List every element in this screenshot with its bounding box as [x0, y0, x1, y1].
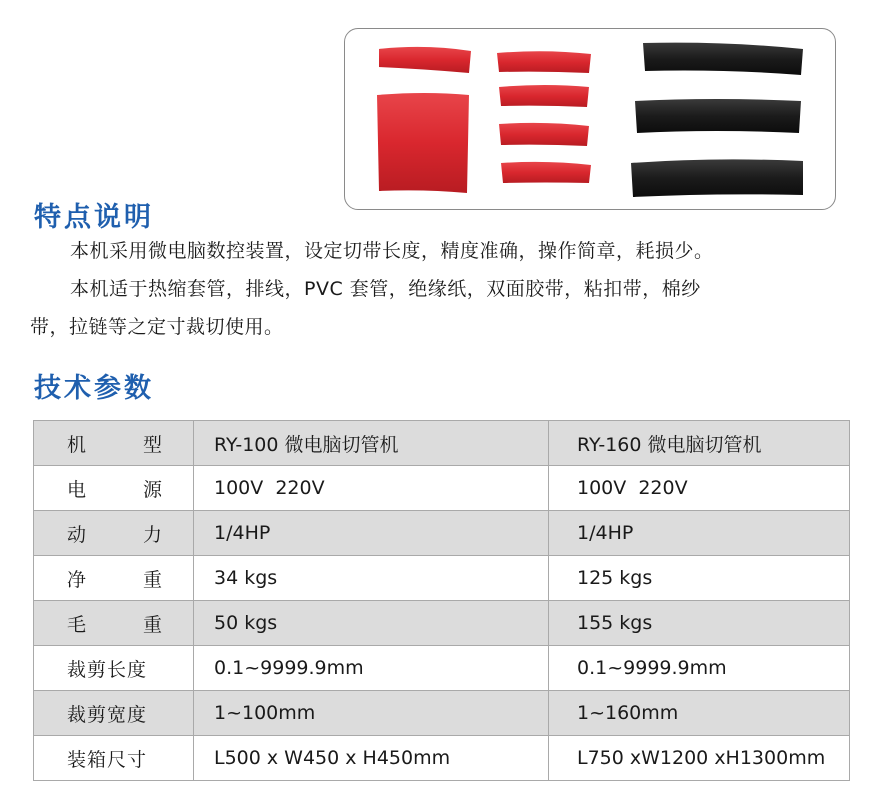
spec-label: 毛	[67, 613, 88, 636]
spec-value-ry160: L750 xW1200 xH1300mm	[549, 736, 850, 781]
red-tube-wide	[377, 93, 469, 193]
spec-label-cell	[34, 691, 194, 736]
spec-value-ry160: 1~160mm	[549, 691, 850, 736]
spec-value-ry160: 1/4HP	[549, 511, 850, 556]
spec-label-cell	[34, 601, 194, 646]
spec-label: 重	[142, 613, 163, 636]
spec-label: 装箱尺寸	[67, 748, 148, 771]
spec-label-cell	[34, 736, 194, 781]
features-line-3: 带，拉链等之定寸裁切使用。	[30, 316, 284, 338]
spec-value-ry160: 155 kgs	[549, 601, 850, 646]
red-tube-short	[379, 47, 471, 73]
black-tubes	[631, 43, 803, 197]
spec-value-ry160: 100V 220V	[549, 466, 850, 511]
features-line-1: 本机采用微电脑数控装置，设定切带长度，精度准确，操作简章，耗损少。	[70, 240, 714, 262]
table-row	[34, 601, 850, 646]
spec-value-ry160: RY-160 微电脑切管机	[549, 421, 850, 466]
specs-heading: 技术参数	[34, 373, 154, 404]
spec-value-ry100: 34 kgs	[194, 556, 549, 601]
spec-label-cell	[34, 556, 194, 601]
spec-value-ry100: 1~100mm	[194, 691, 549, 736]
table-row	[34, 691, 850, 736]
table-row	[34, 736, 850, 781]
table-row	[34, 466, 850, 511]
table-row	[34, 421, 850, 466]
spec-label-cell	[34, 646, 194, 691]
spec-label: 源	[142, 478, 163, 501]
spec-label: 净	[67, 568, 88, 591]
spec-label-cell	[34, 511, 194, 556]
spec-value-ry100: 100V 220V	[194, 466, 549, 511]
red-tube-strips	[497, 51, 591, 183]
spec-value-ry100: 50 kgs	[194, 601, 549, 646]
spec-value-ry100: RY-100 微电脑切管机	[194, 421, 549, 466]
specs-table	[33, 420, 850, 781]
table-row	[34, 511, 850, 556]
features-heading: 特点说明	[34, 202, 154, 233]
spec-label: 动	[67, 523, 88, 546]
product-photo	[344, 28, 836, 210]
table-row	[34, 646, 850, 691]
spec-value-ry100: L500 x W450 x H450mm	[194, 736, 549, 781]
spec-label: 裁剪宽度	[67, 703, 148, 726]
features-description	[30, 232, 860, 346]
spec-label: 裁剪长度	[67, 658, 148, 681]
table-row	[34, 556, 850, 601]
spec-label: 机	[67, 433, 88, 456]
spec-label-cell	[34, 466, 194, 511]
spec-label: 型	[142, 433, 163, 456]
spec-value-ry160: 125 kgs	[549, 556, 850, 601]
spec-value-ry100: 1/4HP	[194, 511, 549, 556]
spec-label: 电	[67, 478, 88, 501]
spec-label: 力	[142, 523, 163, 546]
spec-value-ry160: 0.1~9999.9mm	[549, 646, 850, 691]
spec-value-ry100: 0.1~9999.9mm	[194, 646, 549, 691]
spec-label: 重	[142, 568, 163, 591]
features-line-2: 本机适于热缩套管，排线，PVC 套管，绝缘纸，双面胶带，粘扣带，棉纱	[70, 278, 701, 300]
spec-label-cell	[34, 421, 194, 466]
